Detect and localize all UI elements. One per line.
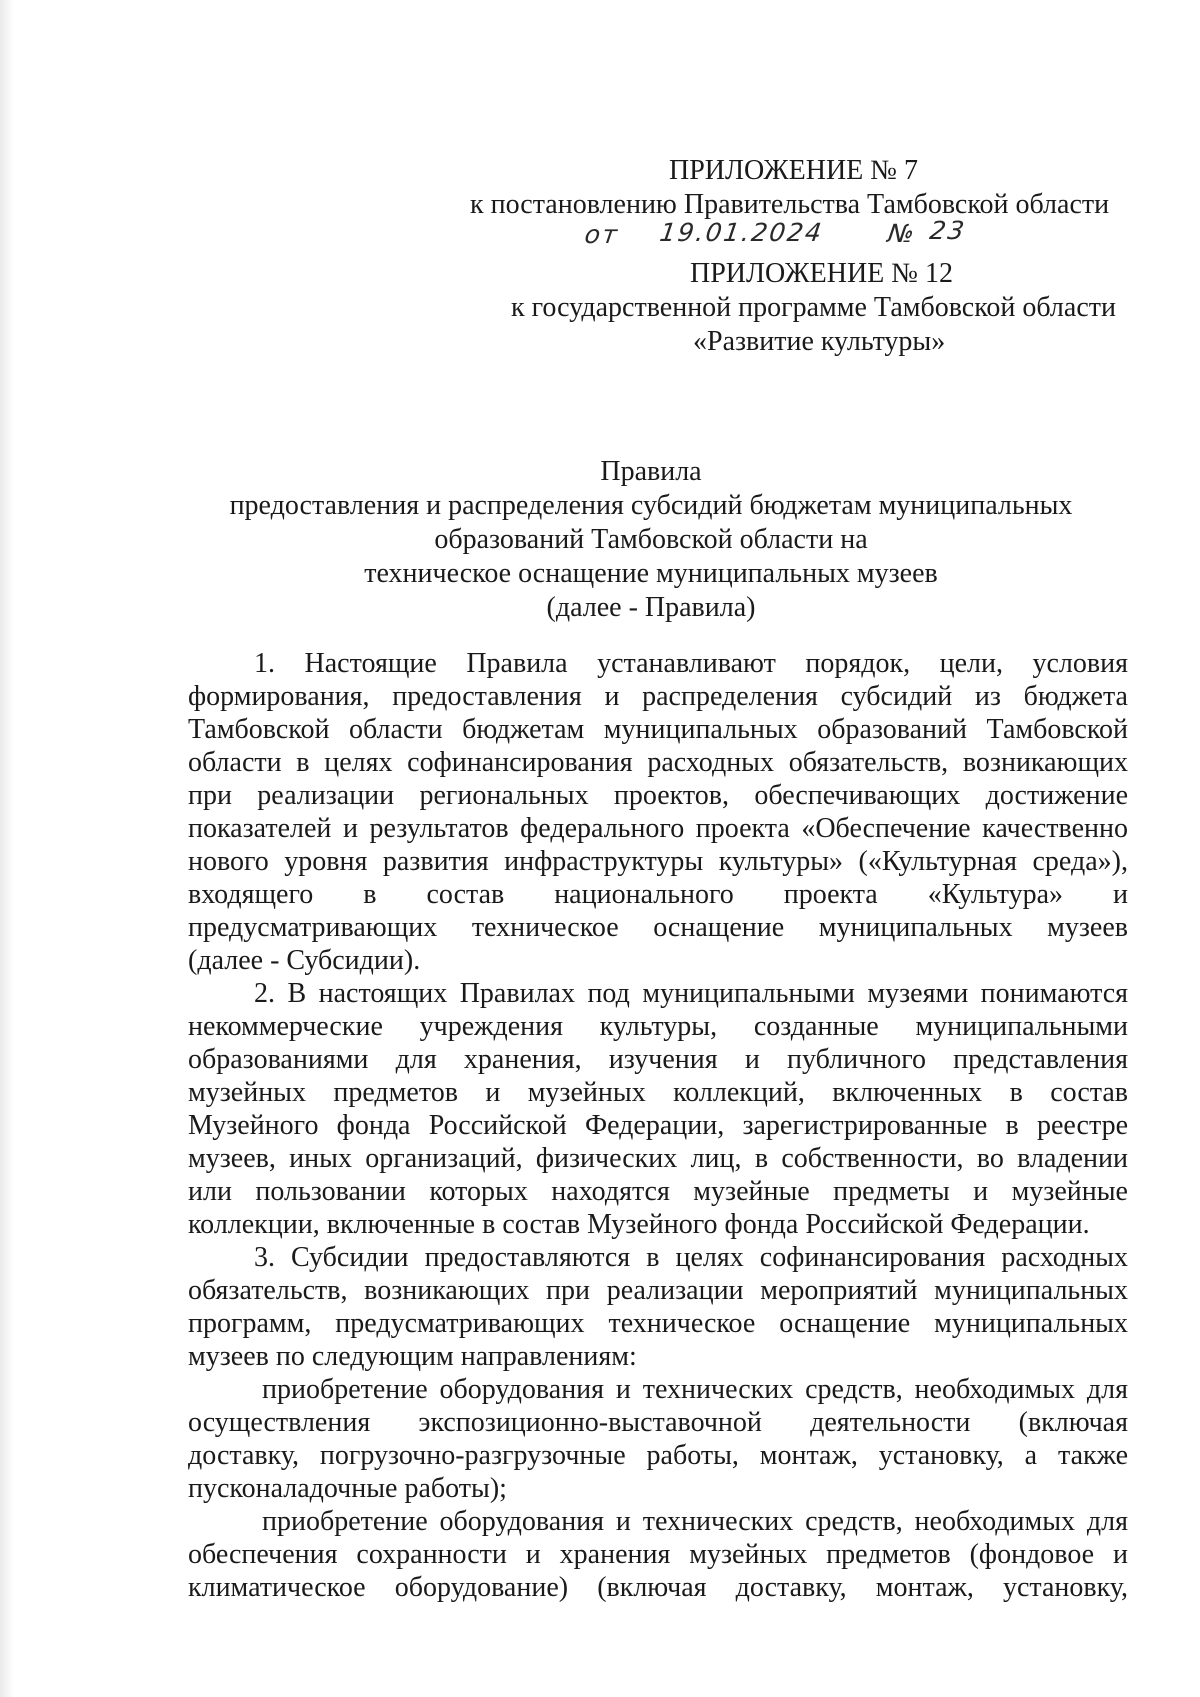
body-line: Музейного фонда Российской Федерации, зарегистрированные в реестре [188, 1110, 1128, 1141]
doc-title-line-3: образований Тамбовской области на [434, 524, 868, 555]
body-line: входящего в состав национального проекта «Культура» и [188, 879, 1128, 910]
doc-title: Правила [600, 456, 702, 487]
handwritten-from: от [582, 220, 621, 249]
body-line: программ, предусматривающих техническое оснащение муниципальных [188, 1308, 1128, 1339]
body-line: при реализации региональных проектов, обеспечивающих достижение [188, 780, 1128, 811]
body-line: 1. Настоящие Правила устанавливают порядок, цели, условия [254, 648, 1128, 679]
appendix-7-title: ПРИЛОЖЕНИЕ № 7 [669, 155, 918, 186]
handwritten-date: 19.01.2024 [657, 218, 826, 247]
body-line: пусконаладочные работы); [188, 1473, 507, 1504]
body-line: (далее - Субсидии). [188, 945, 421, 976]
body-line: области в целях софинансирования расходных обязательств, возникающих [188, 747, 1128, 778]
body-line: некоммерческие учреждения культуры, созданные муниципальными [188, 1011, 1128, 1042]
body-line: предусматривающих техническое оснащение муниципальных музеев [188, 912, 1128, 943]
doc-title-line-4: техническое оснащение муниципальных музеев [364, 558, 938, 589]
body-line: образованиями для хранения, изучения и публичного представления [188, 1044, 1128, 1075]
body-line: музеев, иных организаций, физических лиц, в собственности, во владении [188, 1143, 1128, 1174]
body-line: коллекции, включенные в состав Музейного фонда Российской Федерации. [188, 1209, 1090, 1240]
body-line: формирования, предоставления и распределения субсидий из бюджета [188, 681, 1128, 712]
handwritten-number-label: № [885, 219, 919, 248]
body-line: осуществления экспозиционно-выставочной деятельности (включая [188, 1407, 1128, 1438]
body-line: музеев по следующим направлениям: [188, 1341, 637, 1372]
appendix-7-reference: к постановлению Правительства Тамбовской области [470, 189, 1110, 220]
body-line: нового уровня развития инфраструктуры культуры» («Культурная среда»), [188, 846, 1128, 877]
body-line: приобретение оборудования и технических средств, необходимых для [262, 1374, 1128, 1405]
body-line: музейных предметов и музейных коллекций, включенных в состав [188, 1077, 1128, 1108]
body-line: обеспечения сохранности и хранения музейных предметов (фондовое и [188, 1539, 1128, 1570]
scan-edge-shadow [0, 0, 14, 1697]
program-name: «Развитие культуры» [693, 326, 946, 357]
doc-title-line-5: (далее - Правила) [546, 592, 756, 623]
handwritten-number: 23 [927, 216, 968, 245]
body-line: или пользовании которых находятся музейные предметы и музейные [188, 1176, 1128, 1207]
appendix-12-title: ПРИЛОЖЕНИЕ № 12 [690, 258, 953, 289]
body-line: Тамбовской области бюджетам муниципальных образований Тамбовской [188, 714, 1128, 745]
body-line: доставку, погрузочно-разгрузочные работы, монтаж, установку, а также [188, 1440, 1128, 1471]
body-line: 3. Субсидии предоставляются в целях софинансирования расходных [254, 1242, 1128, 1273]
appendix-12-reference: к государственной программе Тамбовской области [511, 292, 1116, 323]
body-line: приобретение оборудования и технических средств, необходимых для [262, 1506, 1128, 1537]
body-line: 2. В настоящих Правилах под муниципальными музеями понимаются [254, 978, 1128, 1009]
doc-title-line-2: предоставления и распределения субсидий бюджетам муниципальных [229, 490, 1073, 521]
body-line: климатическое оборудование) (включая доставку, монтаж, установку, [188, 1572, 1128, 1603]
body-line: обязательств, возникающих при реализации мероприятий муниципальных [188, 1275, 1128, 1306]
body-line: показателей и результатов федерального проекта «Обеспечение качественно [188, 813, 1128, 844]
